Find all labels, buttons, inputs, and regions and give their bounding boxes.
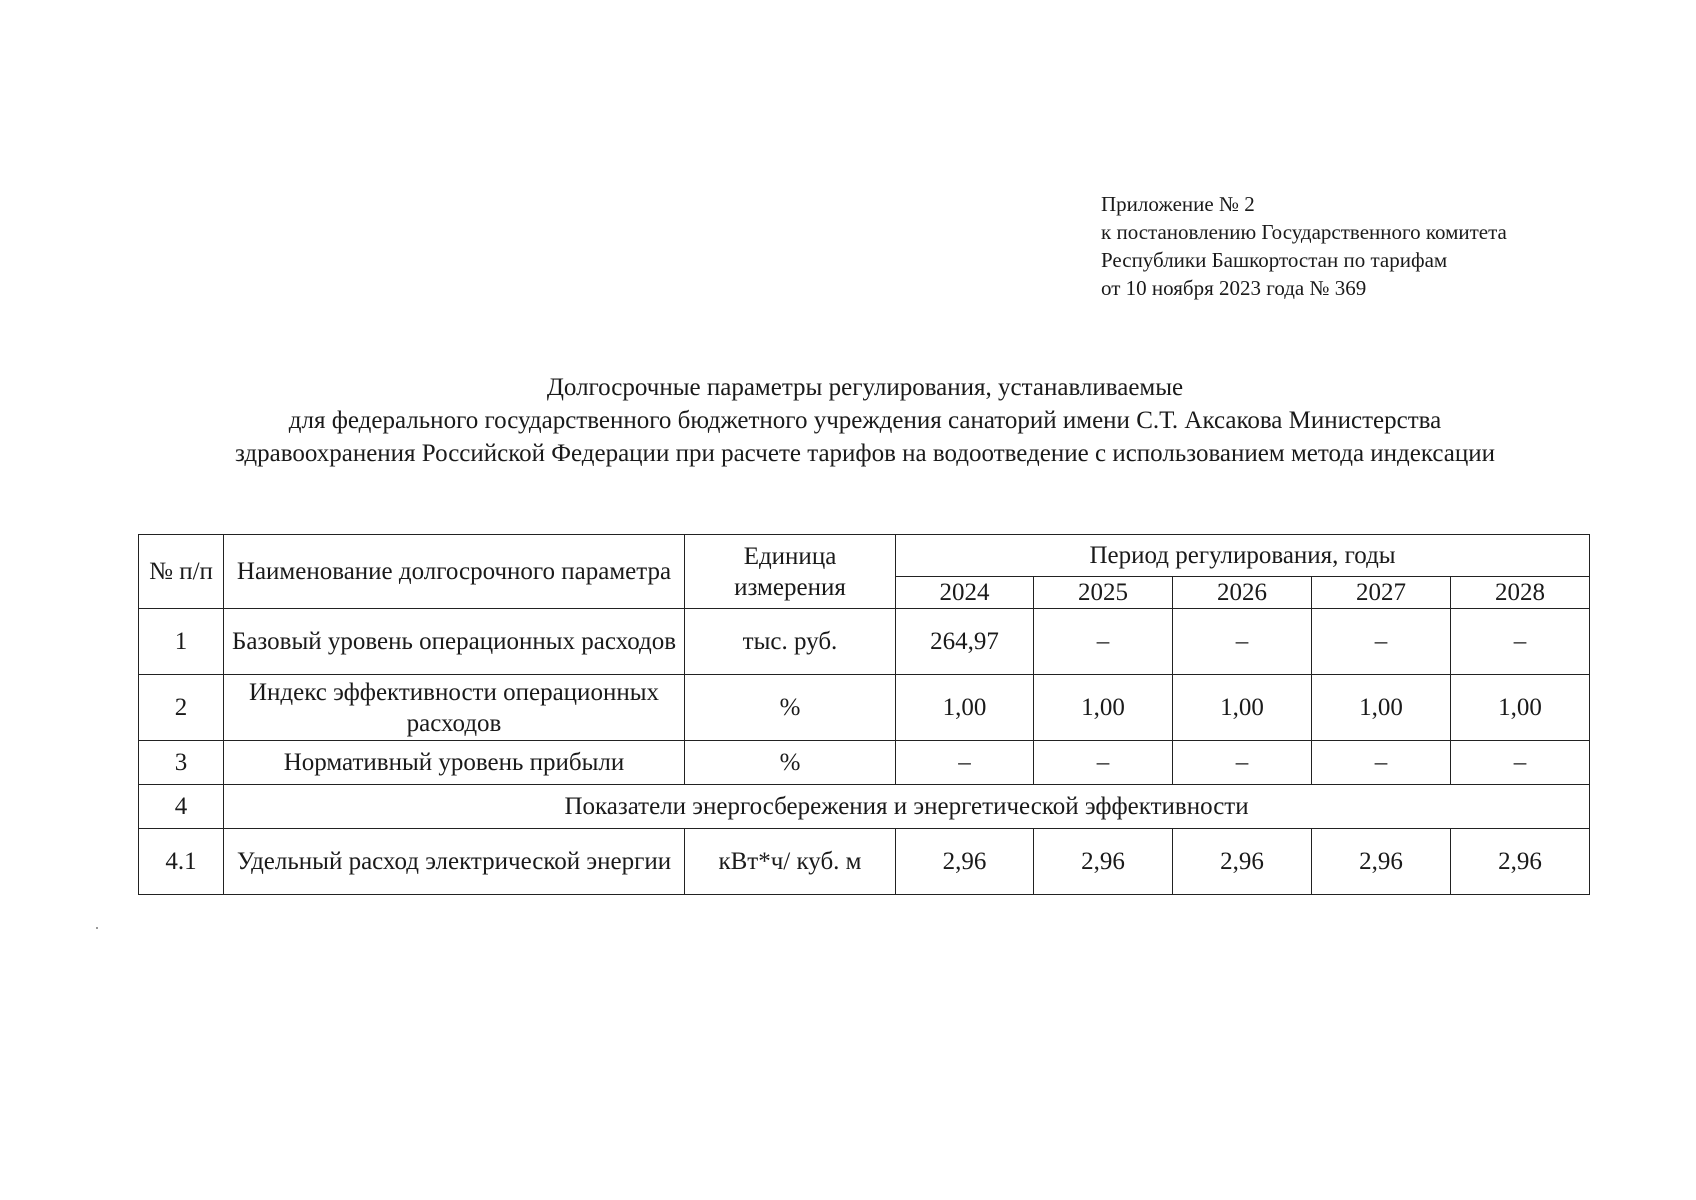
- title-line: Долгосрочные параметры регулирования, устанавливаемые: [546, 374, 1184, 401]
- header-year: 2028: [1451, 577, 1590, 609]
- row-value: 2,96: [896, 829, 1034, 895]
- title-line: здравоохранения Российской Федерации при расчете тарифов на водоотведение с использованием метода индексации: [234, 440, 1496, 467]
- section-title: Показатели энергосбережения и энергетической эффективности: [224, 785, 1590, 829]
- header-num: № п/п: [139, 535, 224, 609]
- row-value: 1,00: [1034, 675, 1173, 741]
- header-year: 2026: [1173, 577, 1312, 609]
- title-line: для федерального государственного бюджетного учреждения санаторий имени С.Т. Аксакова Министерства: [288, 407, 1442, 434]
- table-row: [139, 741, 1590, 785]
- row-value: 1,00: [1312, 675, 1451, 741]
- row-value: 2,96: [1034, 829, 1173, 895]
- header-year: 2024: [896, 577, 1034, 609]
- row-name: Удельный расход электрической энергии: [224, 829, 685, 895]
- header-unit: Единица измерения: [685, 535, 896, 609]
- row-unit: тыс. руб.: [685, 609, 896, 675]
- row-unit: %: [685, 675, 896, 741]
- header-year: 2025: [1034, 577, 1173, 609]
- row-value: –: [1451, 609, 1590, 675]
- row-value: 1,00: [1451, 675, 1590, 741]
- row-name: Индекс эффективности операционных расходов: [224, 675, 685, 741]
- table-row: [139, 609, 1590, 675]
- row-num: 2: [139, 675, 224, 741]
- row-name: Нормативный уровень прибыли: [224, 741, 685, 785]
- row-value: –: [1312, 609, 1451, 675]
- row-value: –: [1173, 741, 1312, 785]
- header-name: Наименование долгосрочного параметра: [224, 535, 685, 609]
- table-row: [139, 829, 1590, 895]
- appendix-line: Республики Башкортостан по тарифам: [1101, 248, 1448, 272]
- parameters-table: [138, 534, 1590, 895]
- row-value: 2,96: [1451, 829, 1590, 895]
- row-num: 3: [139, 741, 224, 785]
- row-value: 264,97: [896, 609, 1034, 675]
- row-value: –: [1173, 609, 1312, 675]
- row-name: Базовый уровень операционных расходов: [224, 609, 685, 675]
- row-value: 2,96: [1173, 829, 1312, 895]
- row-unit: %: [685, 741, 896, 785]
- row-value: –: [1034, 609, 1173, 675]
- row-value: –: [1312, 741, 1451, 785]
- row-num: 4: [139, 785, 224, 829]
- row-unit: кВт*ч/ куб. м: [685, 829, 896, 895]
- row-value: –: [1034, 741, 1173, 785]
- row-value: 1,00: [896, 675, 1034, 741]
- appendix-line: от 10 ноября 2023 года № 369: [1101, 276, 1367, 300]
- row-value: 1,00: [1173, 675, 1312, 741]
- appendix-line: к постановлению Государственного комитета: [1101, 220, 1507, 244]
- table-row: [139, 675, 1590, 741]
- row-value: –: [1451, 741, 1590, 785]
- document-title: [0, 371, 1696, 470]
- appendix-line: Приложение № 2: [1101, 192, 1255, 216]
- row-num: 4.1: [139, 829, 224, 895]
- header-period: Период регулирования, годы: [896, 535, 1590, 577]
- appendix-block: [1101, 190, 1507, 302]
- scan-speck: [96, 927, 98, 929]
- row-num: 1: [139, 609, 224, 675]
- row-value: –: [896, 741, 1034, 785]
- row-value: 2,96: [1312, 829, 1451, 895]
- table-section-row: [139, 785, 1590, 829]
- header-year: 2027: [1312, 577, 1451, 609]
- table-header-row: [139, 535, 1590, 577]
